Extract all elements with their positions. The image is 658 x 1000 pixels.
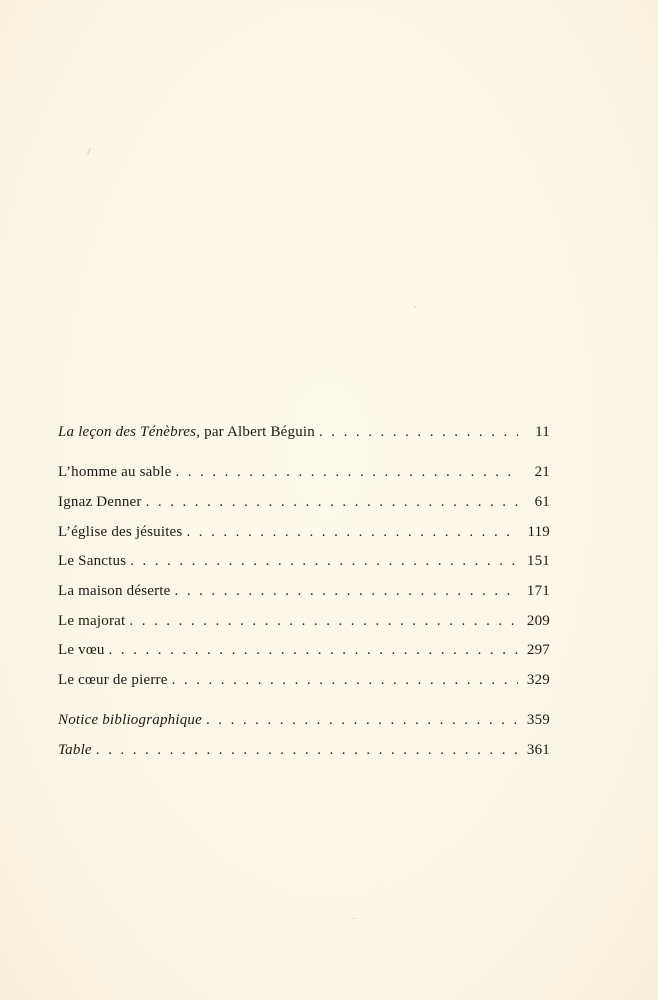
toc-page-number: 359 [526,712,550,729]
toc-entry-title [58,424,315,441]
toc-appendix-entry [58,742,550,772]
dot-leader [146,494,518,511]
toc-entry-title [58,712,202,729]
toc-entry-title-italic: Table [58,741,92,758]
dot-leader [96,742,518,759]
toc-page-number: 11 [535,424,550,440]
toc-entry-title: La maison déserte [58,582,171,599]
toc-page-number: 119 [527,523,550,540]
toc-entry-title: Le cœur de pierre [58,672,168,688]
toc-page-number: 61 [534,493,550,510]
dot-leader [175,583,518,600]
dot-leader [186,524,518,541]
toc-entry-title-rest: , par Albert Béguin [196,424,315,440]
toc-page-number: 21 [534,464,550,481]
toc-entry-title [58,742,92,759]
toc-page-number: 151 [526,553,550,570]
toc-entry [58,613,550,643]
paper-speck [352,918,355,919]
toc-entry-title: L’homme au sable [58,464,172,481]
toc-page-number: 329 [526,672,550,688]
toc-entry-intro [58,424,550,454]
toc-page-number: 209 [526,612,550,629]
paper-speck [414,306,416,308]
dot-leader [175,464,518,481]
toc-entry [58,494,550,524]
toc-page-number: 361 [526,741,550,758]
dot-leader [319,424,518,441]
dot-leader [206,712,518,729]
toc-entry [58,583,550,613]
toc-entry-title: Ignaz Denner [58,493,142,510]
dot-leader [129,613,518,630]
toc-entry [58,553,550,583]
toc-entry-title: Le vœu [58,642,105,659]
toc-entry-title-italic: La leçon des Ténèbres [58,424,197,440]
toc-entry [58,524,550,554]
toc-entry-title-italic: Notice bibliographique [58,712,202,729]
toc-entry-title: Le majorat [58,612,126,629]
paper-speck [87,148,92,155]
toc-entry [58,642,550,672]
toc-page-number: 297 [526,642,550,659]
dot-leader [130,553,518,570]
dot-leader [172,672,518,689]
toc-entry-title: Le Sanctus [58,553,127,570]
toc-entry [58,464,550,494]
toc-appendix-entry [58,712,550,742]
toc-entry-title: L’église des jésuites [58,523,183,540]
table-of-contents [58,424,550,772]
toc-page-number: 171 [526,582,550,599]
dot-leader [109,642,518,659]
toc-entry [58,672,550,702]
